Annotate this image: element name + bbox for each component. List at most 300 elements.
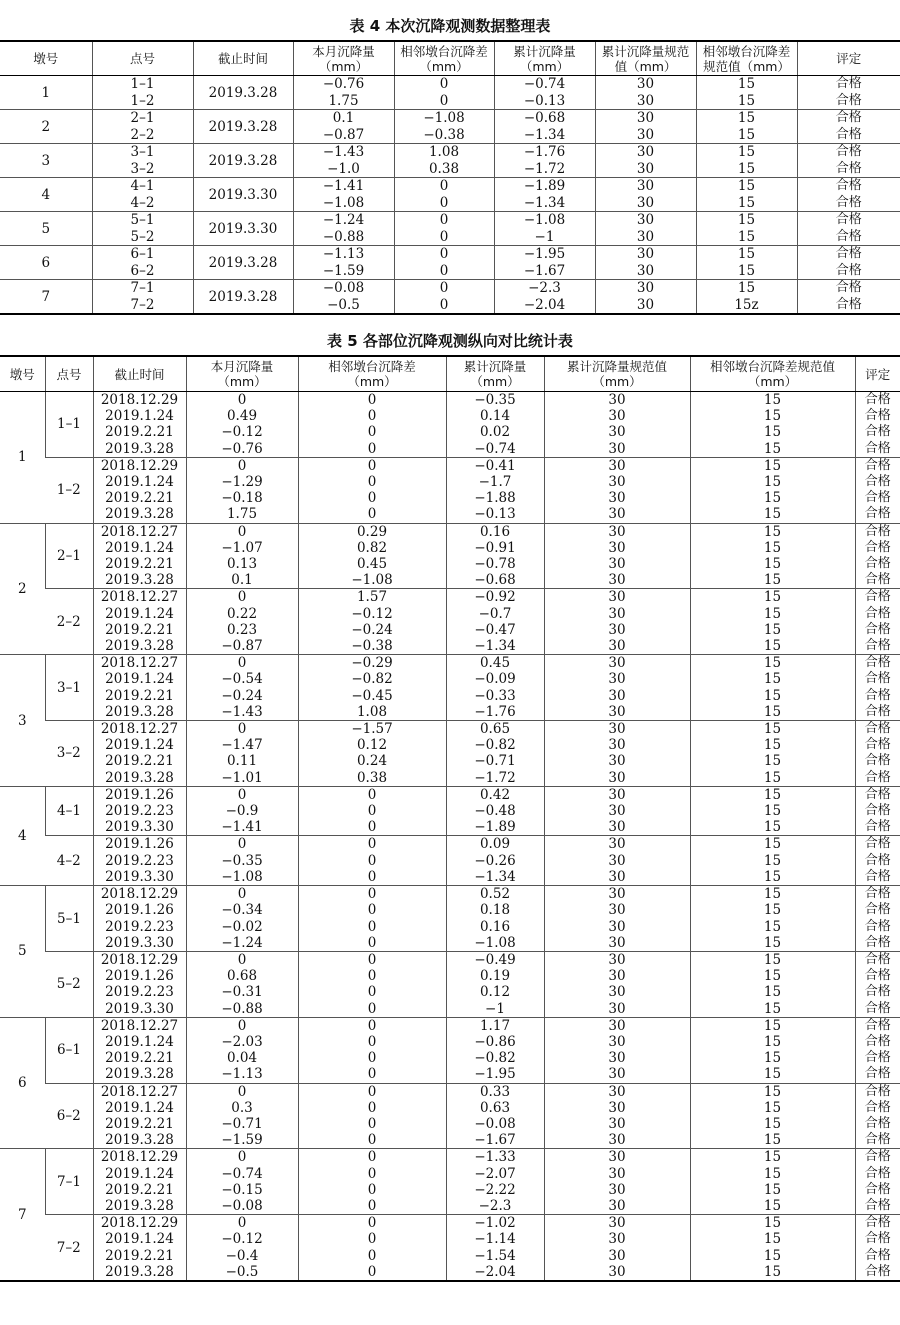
cumulative-spec <box>544 886 690 952</box>
monthly-settlement-value: −0.87 <box>294 127 394 144</box>
pier-number: 3 <box>0 655 45 787</box>
monthly-settlement-value: 0 <box>187 952 298 968</box>
monthly-settlement-value: 0 <box>187 836 298 852</box>
cumulative-settlement-value: −0.91 <box>447 540 544 556</box>
cumulative-spec-value: 30 <box>545 688 690 704</box>
adjacent-difference <box>298 457 446 523</box>
adjacent-difference-value: 0 <box>299 935 446 951</box>
adjacent-difference-value: 0 <box>395 263 494 280</box>
difference-spec-value: 15 <box>697 93 797 110</box>
cumulative-spec-value: 30 <box>545 819 690 835</box>
table4-header-text: （mm） <box>395 59 494 74</box>
cutoff-date-value: 2019.3.28 <box>94 1066 186 1082</box>
adjacent-difference-value: 0 <box>299 886 446 902</box>
cumulative-settlement-value: −1.7 <box>447 474 544 490</box>
table4-header-text: 评定 <box>798 51 900 66</box>
pier-number: 4 <box>0 178 92 212</box>
table4-header-text: 本月沉降量 <box>294 44 394 59</box>
monthly-settlement-value: −1.59 <box>294 263 394 280</box>
adjacent-difference <box>298 721 446 787</box>
cumulative-spec-value: 30 <box>545 984 690 1000</box>
difference-spec-value: 15 <box>691 671 855 687</box>
monthly-settlement-value: −0.5 <box>294 297 394 314</box>
cumulative-settlement-value: 0.14 <box>447 408 544 424</box>
cutoff-date-value: 2019.2.21 <box>94 490 186 506</box>
difference-spec <box>690 951 855 1017</box>
adjacent-difference-value: 0.12 <box>299 737 446 753</box>
difference-spec-value: 15 <box>697 178 797 195</box>
cumulative-spec-value: 30 <box>596 280 696 297</box>
monthly-settlement <box>186 589 298 655</box>
adjacent-difference-value: 0 <box>395 178 494 195</box>
monthly-settlement <box>293 178 394 212</box>
monthly-settlement <box>186 1017 298 1083</box>
cumulative-spec-value: 30 <box>545 836 690 852</box>
monthly-settlement <box>186 786 298 836</box>
adjacent-difference-value: 0 <box>299 902 446 918</box>
evaluation-value: 合格 <box>798 229 900 246</box>
cumulative-settlement-value: −0.71 <box>447 753 544 769</box>
table4-caption: 表 4 本次沉降观测数据整理表 <box>0 12 900 40</box>
cutoff-date-value: 2019.3.28 <box>94 1198 186 1214</box>
cumulative-spec-value: 30 <box>545 1116 690 1132</box>
table4-row <box>0 246 900 280</box>
adjacent-difference <box>394 280 494 315</box>
monthly-settlement <box>186 655 298 721</box>
table5-header-text: 评定 <box>856 367 900 382</box>
table5-header-cell <box>45 356 93 392</box>
difference-spec <box>690 523 855 589</box>
table5 <box>0 355 900 1282</box>
cutoff-date-value: 2019.3.28 <box>94 572 186 588</box>
adjacent-difference-value: 0 <box>299 1198 446 1214</box>
cumulative-settlement <box>446 1149 544 1215</box>
table5-header-text: 相邻墩台沉降差规范值 <box>691 359 855 374</box>
cumulative-settlement <box>494 246 595 280</box>
cumulative-spec-value: 30 <box>545 1066 690 1082</box>
difference-spec-value: 15 <box>691 1050 855 1066</box>
pier-number: 3 <box>0 144 92 178</box>
adjacent-difference-value: 0 <box>395 93 494 110</box>
cumulative-spec-value: 30 <box>545 753 690 769</box>
monthly-settlement <box>293 76 394 110</box>
cumulative-settlement <box>494 110 595 144</box>
cumulative-settlement-value: −2.3 <box>447 1198 544 1214</box>
adjacent-difference-value: 0.24 <box>299 753 446 769</box>
monthly-settlement-value: −0.4 <box>187 1248 298 1264</box>
cumulative-settlement <box>446 786 544 836</box>
difference-spec-value: 15 <box>691 869 855 885</box>
monthly-settlement-value: 1.75 <box>187 506 298 522</box>
evaluation-value: 合格 <box>856 638 900 654</box>
cumulative-settlement-value: −0.26 <box>447 853 544 869</box>
cumulative-settlement-value: −1.76 <box>447 704 544 720</box>
evaluation-value: 合格 <box>856 524 900 540</box>
adjacent-difference-value: −0.12 <box>299 606 446 622</box>
evaluation-value: 合格 <box>856 1149 900 1165</box>
cutoff-date <box>93 786 186 836</box>
table4-header-text: 累计沉降量 <box>495 44 595 59</box>
monthly-settlement-value: −0.9 <box>187 803 298 819</box>
cumulative-spec-value: 30 <box>545 490 690 506</box>
cumulative-spec-value: 30 <box>545 506 690 522</box>
point-number-value: 1–2 <box>93 93 193 110</box>
cutoff-date: 2019.3.30 <box>193 212 293 246</box>
monthly-settlement <box>186 1149 298 1215</box>
cutoff-date-value: 2019.1.24 <box>94 1166 186 1182</box>
pier-number: 1 <box>0 392 45 524</box>
adjacent-difference-value: 0 <box>299 506 446 522</box>
difference-spec-value: 15z <box>697 297 797 314</box>
cumulative-spec-value: 30 <box>545 1264 690 1280</box>
point-number-value: 3–1 <box>93 144 193 161</box>
evaluation-value: 合格 <box>856 935 900 951</box>
point-number-value: 3–2 <box>93 161 193 178</box>
cumulative-settlement-value: −1.34 <box>447 869 544 885</box>
cumulative-spec-value: 30 <box>545 1182 690 1198</box>
monthly-settlement-value: 0.23 <box>187 622 298 638</box>
monthly-settlement-value: 0 <box>187 589 298 605</box>
evaluation <box>855 589 900 655</box>
cumulative-spec-value: 30 <box>545 1132 690 1148</box>
cumulative-settlement <box>446 1215 544 1281</box>
cutoff-date-value: 2019.1.24 <box>94 1231 186 1247</box>
cutoff-date: 2019.3.28 <box>193 110 293 144</box>
pier-number: 5 <box>0 212 92 246</box>
cumulative-spec-value: 30 <box>545 458 690 474</box>
table4-header-text: （mm） <box>495 59 595 74</box>
adjacent-difference-value: 0 <box>299 952 446 968</box>
monthly-settlement-value: −1.24 <box>187 935 298 951</box>
table4-header-cell <box>797 41 900 76</box>
cumulative-spec-value: 30 <box>545 606 690 622</box>
cumulative-settlement-value: 0.33 <box>447 1084 544 1100</box>
cumulative-spec <box>595 178 696 212</box>
adjacent-difference-value: 0 <box>299 424 446 440</box>
cumulative-spec <box>595 110 696 144</box>
cumulative-spec-value: 30 <box>596 127 696 144</box>
cumulative-spec <box>544 457 690 523</box>
cutoff-date-value: 2019.1.24 <box>94 408 186 424</box>
cumulative-settlement-value: −0.09 <box>447 671 544 687</box>
difference-spec-value: 15 <box>691 589 855 605</box>
evaluation-value: 合格 <box>798 110 900 127</box>
cumulative-settlement <box>494 280 595 315</box>
difference-spec-value: 15 <box>691 968 855 984</box>
pier-number: 5 <box>0 886 45 1018</box>
evaluation-value: 合格 <box>856 1198 900 1214</box>
difference-spec-value: 15 <box>691 441 855 457</box>
adjacent-difference-value: 0 <box>299 392 446 408</box>
adjacent-difference-value: 1.08 <box>299 704 446 720</box>
evaluation-value: 合格 <box>856 886 900 902</box>
evaluation <box>855 457 900 523</box>
point-number <box>92 110 193 144</box>
cumulative-settlement-value: −0.68 <box>447 572 544 588</box>
cutoff-date <box>93 836 186 886</box>
evaluation-value: 合格 <box>856 1066 900 1082</box>
cumulative-settlement-value: −1.67 <box>447 1132 544 1148</box>
table4-header-text: 截止时间 <box>194 51 293 66</box>
difference-spec-value: 15 <box>691 902 855 918</box>
evaluation-value: 合格 <box>856 622 900 638</box>
cumulative-spec-value: 30 <box>545 655 690 671</box>
monthly-settlement <box>293 212 394 246</box>
cumulative-settlement-value: −0.49 <box>447 952 544 968</box>
cumulative-spec-value: 30 <box>545 556 690 572</box>
cutoff-date <box>93 1215 186 1281</box>
adjacent-difference-value: 0 <box>299 1215 446 1231</box>
evaluation-value: 合格 <box>856 1231 900 1247</box>
difference-spec-value: 15 <box>691 1166 855 1182</box>
evaluation <box>855 1083 900 1149</box>
monthly-settlement-value: −1.43 <box>294 144 394 161</box>
adjacent-difference <box>394 110 494 144</box>
monthly-settlement-value: −0.54 <box>187 671 298 687</box>
cutoff-date-value: 2019.3.28 <box>94 638 186 654</box>
cutoff-date-value: 2019.1.24 <box>94 737 186 753</box>
monthly-settlement-value: −0.02 <box>187 919 298 935</box>
cumulative-settlement-value: −2.07 <box>447 1166 544 1182</box>
evaluation-value: 合格 <box>798 246 900 263</box>
table4-header-cell <box>92 41 193 76</box>
monthly-settlement-value: 0.22 <box>187 606 298 622</box>
difference-spec <box>696 76 797 110</box>
cumulative-spec-value: 30 <box>545 1050 690 1066</box>
evaluation-value: 合格 <box>856 919 900 935</box>
cumulative-settlement-value: −1.76 <box>495 144 595 161</box>
table5-header-cell <box>544 356 690 392</box>
monthly-settlement-value: −0.74 <box>187 1166 298 1182</box>
table4-header-cell <box>595 41 696 76</box>
cutoff-date-value: 2019.3.30 <box>94 819 186 835</box>
table5-row <box>0 951 900 1017</box>
evaluation <box>855 1017 900 1083</box>
point-number: 1–2 <box>45 457 93 523</box>
cumulative-spec-value: 30 <box>545 968 690 984</box>
cumulative-spec <box>544 1083 690 1149</box>
cumulative-settlement-value: −1.02 <box>447 1215 544 1231</box>
cutoff-date-value: 2019.2.23 <box>94 853 186 869</box>
cutoff-date: 2019.3.28 <box>193 144 293 178</box>
cumulative-spec-value: 30 <box>596 297 696 314</box>
adjacent-difference <box>394 144 494 178</box>
adjacent-difference-value: 0 <box>299 1166 446 1182</box>
evaluation-value: 合格 <box>856 1100 900 1116</box>
monthly-settlement <box>186 1083 298 1149</box>
cumulative-spec <box>544 655 690 721</box>
cumulative-settlement-value: −0.47 <box>447 622 544 638</box>
monthly-settlement-value: −1.24 <box>294 212 394 229</box>
adjacent-difference <box>394 76 494 110</box>
difference-spec-value: 15 <box>691 1231 855 1247</box>
difference-spec-value: 15 <box>691 540 855 556</box>
adjacent-difference-value: 0 <box>299 1132 446 1148</box>
monthly-settlement-value: −0.15 <box>187 1182 298 1198</box>
evaluation-value: 合格 <box>856 589 900 605</box>
cumulative-spec <box>544 836 690 886</box>
difference-spec <box>690 886 855 952</box>
cumulative-settlement <box>446 523 544 589</box>
evaluation-value: 合格 <box>798 178 900 195</box>
evaluation <box>797 110 900 144</box>
difference-spec-value: 15 <box>697 280 797 297</box>
evaluation-value: 合格 <box>856 1001 900 1017</box>
monthly-settlement-value: 0.1 <box>187 572 298 588</box>
evaluation-value: 合格 <box>856 556 900 572</box>
cutoff-date-value: 2019.1.24 <box>94 540 186 556</box>
table4-row <box>0 110 900 144</box>
monthly-settlement-value: −0.34 <box>187 902 298 918</box>
monthly-settlement <box>186 523 298 589</box>
monthly-settlement-value: −0.71 <box>187 1116 298 1132</box>
adjacent-difference-value: 0.45 <box>299 556 446 572</box>
evaluation <box>855 523 900 589</box>
table5-header-text: （mm） <box>447 374 544 389</box>
cutoff-date-value: 2019.3.28 <box>94 704 186 720</box>
monthly-settlement-value: 0.68 <box>187 968 298 984</box>
table5-row <box>0 721 900 787</box>
evaluation-value: 合格 <box>856 441 900 457</box>
monthly-settlement-value: −1.43 <box>187 704 298 720</box>
difference-spec-value: 15 <box>691 408 855 424</box>
monthly-settlement-value: −0.88 <box>187 1001 298 1017</box>
cumulative-settlement-value: −1.54 <box>447 1248 544 1264</box>
adjacent-difference-value: 0 <box>299 1018 446 1034</box>
adjacent-difference <box>298 1215 446 1281</box>
monthly-settlement-value: −0.12 <box>187 424 298 440</box>
adjacent-difference-value: 0 <box>395 280 494 297</box>
cumulative-spec-value: 30 <box>545 1100 690 1116</box>
adjacent-difference-value: 0 <box>299 1066 446 1082</box>
cumulative-spec-value: 30 <box>596 76 696 93</box>
adjacent-difference-value: −0.45 <box>299 688 446 704</box>
evaluation-value: 合格 <box>856 1116 900 1132</box>
adjacent-difference-value: −0.29 <box>299 655 446 671</box>
difference-spec-value: 15 <box>691 1034 855 1050</box>
monthly-settlement-value: 0.1 <box>294 110 394 127</box>
cutoff-date-value: 2019.1.26 <box>94 902 186 918</box>
point-number-value: 5–1 <box>93 212 193 229</box>
difference-spec-value: 15 <box>691 984 855 1000</box>
adjacent-difference <box>298 655 446 721</box>
cumulative-spec-value: 30 <box>545 803 690 819</box>
cumulative-spec-value: 30 <box>545 408 690 424</box>
table5-header-row <box>0 356 900 392</box>
difference-spec <box>690 392 855 458</box>
cumulative-spec-value: 30 <box>545 721 690 737</box>
evaluation-value: 合格 <box>856 787 900 803</box>
adjacent-difference-value: −0.82 <box>299 671 446 687</box>
table5-header-cell <box>186 356 298 392</box>
table4-header-text: 相邻墩台沉降差 <box>395 44 494 59</box>
cutoff-date-value: 2018.12.27 <box>94 589 186 605</box>
monthly-settlement-value: 0 <box>187 1149 298 1165</box>
cumulative-settlement <box>446 721 544 787</box>
adjacent-difference <box>394 178 494 212</box>
point-number-value: 6–2 <box>93 263 193 280</box>
monthly-settlement-value: 0 <box>187 524 298 540</box>
cumulative-settlement-value: −2.3 <box>495 280 595 297</box>
monthly-settlement-value: 0 <box>187 458 298 474</box>
cumulative-settlement-value: −2.04 <box>447 1264 544 1280</box>
adjacent-difference-value: 0 <box>299 1001 446 1017</box>
cumulative-spec-value: 30 <box>545 1034 690 1050</box>
evaluation-value: 合格 <box>856 753 900 769</box>
cutoff-date-value: 2018.12.29 <box>94 886 186 902</box>
point-number <box>92 76 193 110</box>
table5-header-cell <box>855 356 900 392</box>
cutoff-date-value: 2019.2.23 <box>94 803 186 819</box>
difference-spec-value: 15 <box>697 246 797 263</box>
difference-spec-value: 15 <box>691 704 855 720</box>
cutoff-date-value: 2019.2.21 <box>94 1182 186 1198</box>
cutoff-date <box>93 589 186 655</box>
cumulative-spec <box>544 1017 690 1083</box>
monthly-settlement <box>293 144 394 178</box>
cutoff-date <box>93 523 186 589</box>
adjacent-difference <box>394 212 494 246</box>
difference-spec <box>690 1215 855 1281</box>
cutoff-date <box>93 1083 186 1149</box>
difference-spec-value: 15 <box>691 1100 855 1116</box>
cumulative-spec-value: 30 <box>545 770 690 786</box>
evaluation-value: 合格 <box>856 688 900 704</box>
cutoff-date-value: 2019.3.30 <box>94 935 186 951</box>
adjacent-difference <box>394 246 494 280</box>
monthly-settlement-value: −1.41 <box>294 178 394 195</box>
difference-spec-value: 15 <box>691 622 855 638</box>
cumulative-settlement-value: −0.74 <box>447 441 544 457</box>
difference-spec-value: 15 <box>691 556 855 572</box>
difference-spec-value: 15 <box>697 76 797 93</box>
cumulative-settlement-value: −0.48 <box>447 803 544 819</box>
point-number <box>92 246 193 280</box>
cutoff-date-value: 2019.2.23 <box>94 984 186 1000</box>
adjacent-difference-value: 0 <box>395 229 494 246</box>
adjacent-difference-value: 0 <box>299 803 446 819</box>
cumulative-settlement-value: 0.16 <box>447 524 544 540</box>
difference-spec-value: 15 <box>691 1149 855 1165</box>
cumulative-spec-value: 30 <box>545 1231 690 1247</box>
table4-header-cell <box>0 41 92 76</box>
point-number-value: 5–2 <box>93 229 193 246</box>
point-number-value: 4–1 <box>93 178 193 195</box>
evaluation-value: 合格 <box>856 1034 900 1050</box>
cutoff-date-value: 2019.3.28 <box>94 1132 186 1148</box>
cumulative-spec-value: 30 <box>545 638 690 654</box>
pier-number: 7 <box>0 1149 45 1281</box>
cumulative-spec-value: 30 <box>545 737 690 753</box>
cumulative-settlement-value: −1.89 <box>495 178 595 195</box>
cutoff-date-value: 2018.12.29 <box>94 1149 186 1165</box>
table5-header-text: 相邻墩台沉降差 <box>299 359 446 374</box>
cumulative-settlement-value: −1 <box>495 229 595 246</box>
adjacent-difference-value: 0 <box>299 869 446 885</box>
cumulative-spec-value: 30 <box>545 540 690 556</box>
cumulative-spec <box>595 280 696 315</box>
difference-spec-value: 15 <box>691 787 855 803</box>
monthly-settlement-value: 0.04 <box>187 1050 298 1066</box>
table4-header-row <box>0 41 900 76</box>
monthly-settlement-value: 0 <box>187 655 298 671</box>
difference-spec-value: 15 <box>691 770 855 786</box>
monthly-settlement-value: −0.31 <box>187 984 298 1000</box>
difference-spec-value: 15 <box>691 721 855 737</box>
monthly-settlement <box>186 886 298 952</box>
table5-header-text: 本月沉降量 <box>187 359 298 374</box>
cutoff-date-value: 2018.12.27 <box>94 655 186 671</box>
